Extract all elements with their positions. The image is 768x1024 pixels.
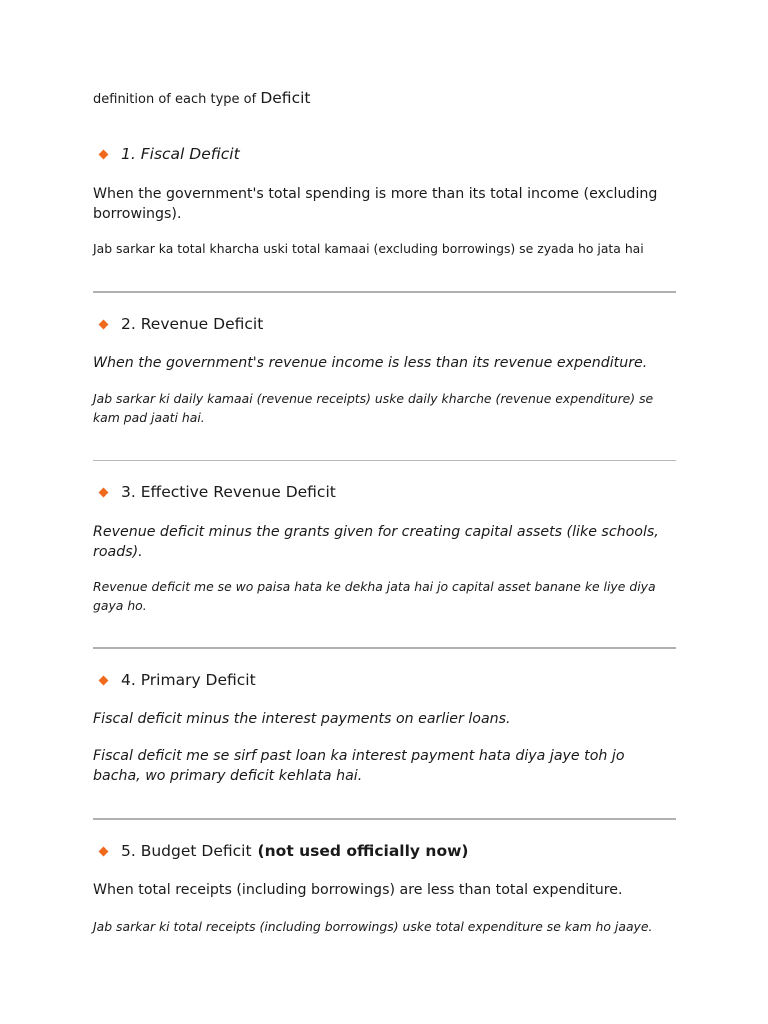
diamond-bullet-icon	[99, 319, 109, 329]
section-divider	[93, 818, 676, 820]
heading-text: 1. Fiscal Deficit	[121, 145, 240, 163]
section-divider	[93, 460, 676, 461]
english-definition: Fiscal deficit minus the interest payments on earlier loans.	[93, 711, 511, 727]
section-heading	[100, 671, 256, 689]
hinglish-definition: Jab sarkar ki daily kamaai (revenue receipts) uske daily kharche (revenue expenditure) se kam pad jaati hai.	[93, 391, 654, 425]
heading-text: 4. Primary Deficit	[121, 671, 256, 689]
section-divider	[93, 647, 676, 649]
hinglish-definition: Jab sarkar ki total receipts (including borrowings) uske total expenditure se kam ho jaaye.	[93, 919, 653, 934]
diamond-bullet-icon	[99, 846, 109, 856]
heading-text: 5. Budget Deficit	[121, 842, 252, 860]
title-word: Deficit	[260, 89, 311, 107]
diamond-bullet-icon	[99, 675, 109, 685]
heading-text: 3. Effective Revenue Deficit	[121, 483, 336, 501]
diamond-bullet-icon	[99, 149, 109, 159]
section-heading	[100, 315, 263, 333]
english-definition: When total receipts (including borrowings) are less than total expenditure.	[93, 882, 623, 898]
section-divider	[93, 291, 676, 293]
hinglish-definition: Jab sarkar ka total kharcha uski total kamaai (excluding borrowings) se zyada ho jata hai	[93, 241, 644, 256]
document-title	[93, 89, 310, 107]
heading-note: (not used officially now)	[257, 842, 469, 860]
hinglish-definition: Revenue deficit me se wo paisa hata ke dekha jata hai jo capital asset banane ke liye diya gaya ho.	[93, 579, 656, 613]
english-definition: When the government's total spending is more than its total income (excluding borrowings).	[93, 186, 658, 222]
heading-text: 2. Revenue Deficit	[121, 315, 264, 333]
section-heading	[100, 483, 336, 501]
title-prefix: definition of each type of	[93, 92, 257, 107]
section-heading	[100, 145, 240, 163]
section-heading	[100, 842, 469, 860]
english-definition: Revenue deficit minus the grants given for creating capital assets (like schools, roads).	[93, 524, 659, 560]
hinglish-definition: Fiscal deficit me se sirf past loan ka interest payment hata diya jaye toh jo bacha, wo primary deficit kehlata hai.	[93, 748, 625, 784]
diamond-bullet-icon	[99, 487, 109, 497]
english-definition: When the government's revenue income is less than its revenue expenditure.	[93, 355, 648, 371]
